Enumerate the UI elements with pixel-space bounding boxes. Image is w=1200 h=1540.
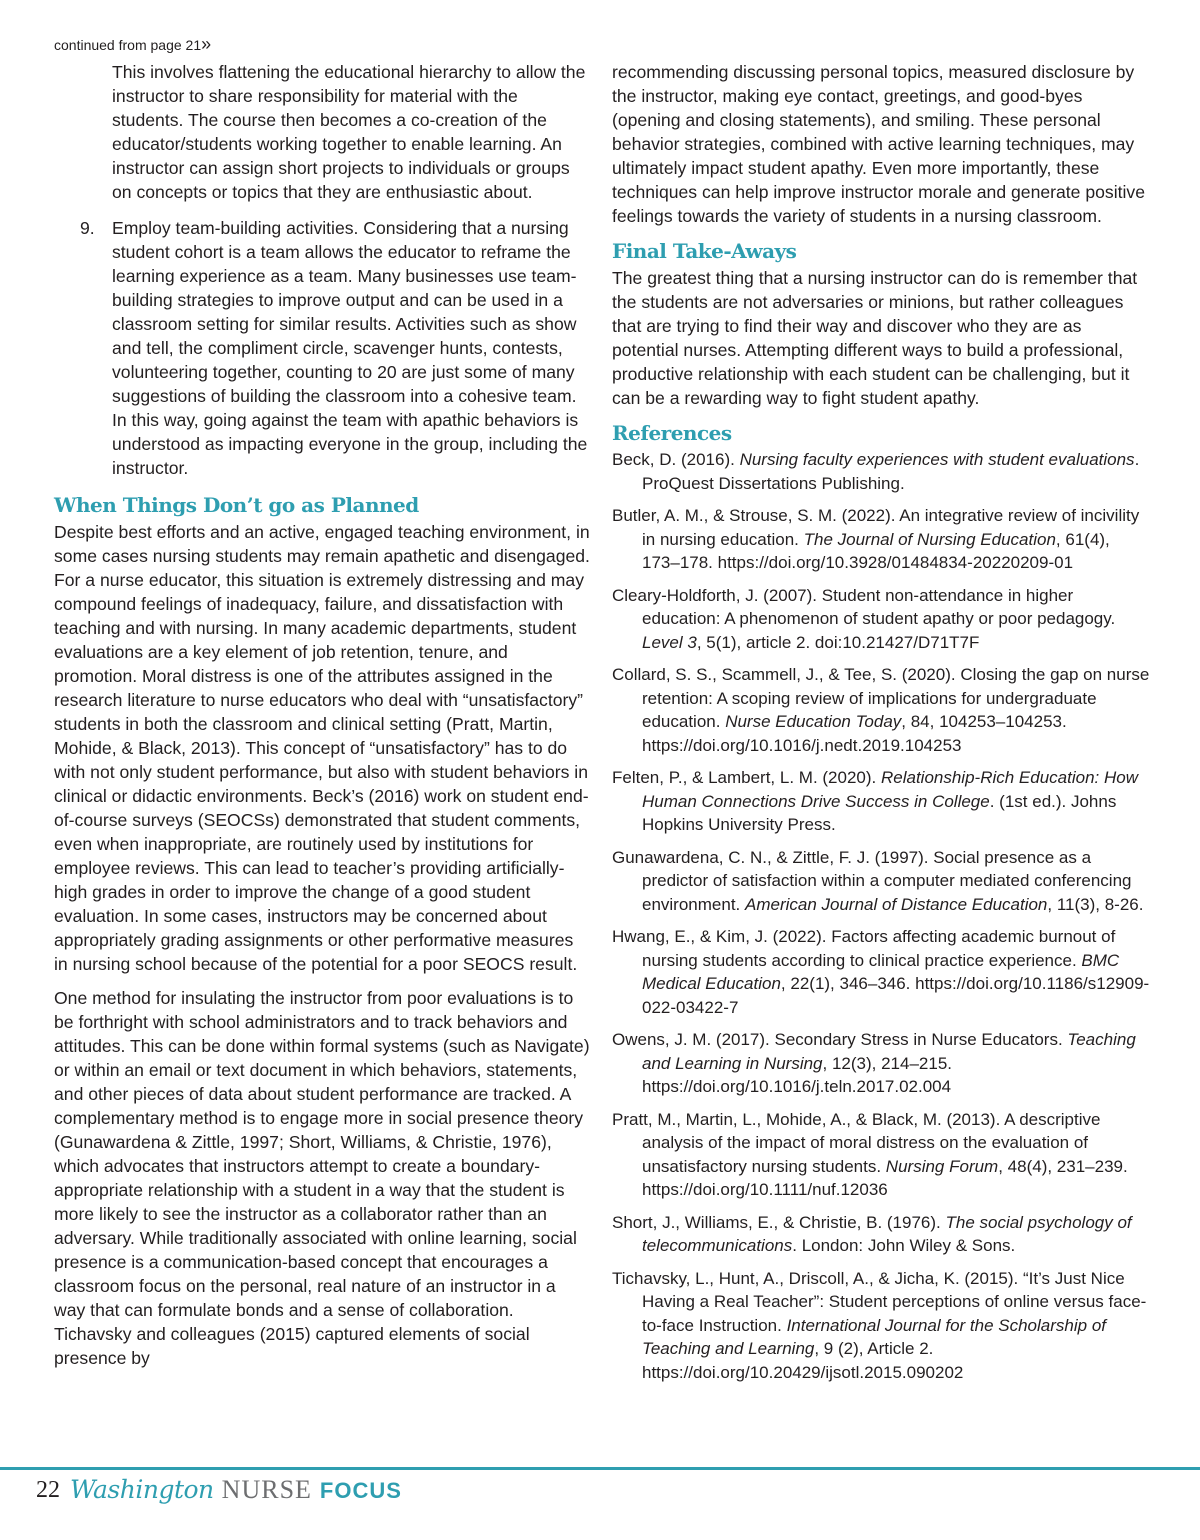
logo-nurse: NURSE	[221, 1475, 312, 1504]
continued-arrow-icon: »	[201, 34, 212, 54]
reference-item: Butler, A. M., & Strouse, S. M. (2022). An integrative review of incivility in nursing education. The Journal of Nursing Education, 61(4), 173–178. https://doi.org/10.3928/01484834-20220209-01	[612, 506, 1140, 572]
section-heading-references: References	[612, 421, 732, 445]
reference-item: Hwang, E., & Kim, J. (2022). Factors affecting academic burnout of nursing students according to clinical practice experience. BMC Medical Education, 22(1), 346–346. https://doi.org/10.1186/s12909-022-03422-7	[612, 927, 1150, 1017]
paragraph: The greatest thing that a nursing instructor can do is remember that the students are not adversaries or minions, but rather colleagues that are trying to find their way and discover who they are as potential nurses. Attempting different ways to build a professional, productive relationship with each student can be challenging, but it can be a rewarding way to fight student apathy.	[612, 268, 1138, 408]
section-heading-planned: When Things Don’t go as Planned	[54, 493, 419, 517]
reference-item: Owens, J. M. (2017). Secondary Stress in Nurse Educators. Teaching and Learning in Nursing, 12(3), 214–215. https://doi.org/10.1016/j.teln.2017.02.004	[612, 1030, 1136, 1096]
reference-item: Gunawardena, C. N., & Zittle, F. J. (1997). Social presence as a predictor of satisfaction within a computer mediated conferencing environment. American Journal of Distance Education, 11(3), 8-26.	[612, 847, 1144, 914]
reference-item: Tichavsky, L., Hunt, A., Driscoll, A., & Jicha, K. (2015). “It’s Just Nice Having a Real Teacher”: Student perceptions of online versus face-to-face Instruction. International Journal for the Scholarship of Teaching and Learning, 9 (2), Article 2. https://doi.org/10.20429/ijsotl.2015.090202	[612, 1268, 1147, 1382]
paragraph-continued: recommending discussing personal topics, measured disclosure by the instructor, making eye contact, greetings, and good-byes (opening and closing statements), and smiling. These personal behavior strategies, combined with active learning techniques, may ultimately impact student apathy. Even more importantly, these techniques can help improve instructor morale and generate positive feelings towards the variety of students in a nursing classroom.	[612, 62, 1146, 226]
reference-item: Beck, D. (2016). Nursing faculty experiences with student evaluations. ProQuest Dissertations Publishing.	[612, 450, 1140, 493]
publication-logo	[70, 1475, 402, 1505]
list-item-text: Employ team-building activities. Considering that a nursing student cohort is a team allows the educator to reframe the learning experience as a team. Many businesses use team-building strategies to improve output and can be used in a classroom setting for similar results. Activities such as show and tell, the compliment circle, scavenger hunts, contests, volunteering together, counting to 20 are just some of many suggestions of building the classroom into a cohesive team. In this way, going against the team with apathic behaviors is understood as impacting everyone in the group, including the instructor.	[112, 218, 588, 478]
reference-list	[612, 448, 1152, 1384]
left-column	[54, 60, 590, 1380]
reference-item: Pratt, M., Martin, L., Mohide, A., & Black, M. (2013). A descriptive analysis of the impact of moral distress on the evaluation of unsatisfactory nursing students. Nursing Forum, 48(4), 231–239. https://doi.org/10.1111/nuf.12036	[612, 1109, 1128, 1199]
paragraph: One method for insulating the instructor from poor evaluations is to be forthright with school administrators and to track behaviors and attitudes. This can be done within formal systems (such as Navigate) or within an email or text document in which behaviors, statements, and other pieces of data about student performance are tracked. A complementary method is to engage more in social presence theory (Gunawardena & Zittle, 1997; Short, Williams, & Christie, 1976), which advocates that instructors attempt to create a boundary-appropriate relationship with a student in a way that the student is more likely to see the instructor as a collaborator rather than an adversary. While traditionally associated with online learning, social presence is a communication-based concept that encourages a classroom focus on the personal, real nature of an instructor in a way that can formulate bonds and a sense of collaboration. Tichavsky and colleagues (2015) captured elements of social presence by	[54, 988, 590, 1368]
right-column	[612, 60, 1152, 1393]
list-item-number: 9.	[80, 218, 95, 238]
reference-item: Collard, S. S., Scammell, J., & Tee, S. (2020). Closing the gap on nurse retention: A scoping review of implications for undergraduate education. Nurse Education Today, 84, 104253–104253. https://doi.org/10.1016/j.nedt.2019.104253	[612, 665, 1150, 755]
logo-washington: Washington	[70, 1475, 214, 1504]
reference-item: Short, J., Williams, E., & Christie, B. (1976). The social psychology of telecommunications. London: John Wiley & Sons.	[612, 1212, 1132, 1255]
continued-label: continued from page 21	[54, 37, 202, 53]
reference-item: Felten, P., & Lambert, L. M. (2020). Relationship-Rich Education: How Human Connections Drive Success in College. (1st ed.). Johns Hopkins University Press.	[612, 768, 1139, 834]
continued-from-note	[54, 34, 211, 55]
page-number: 22	[36, 1476, 60, 1503]
reference-item: Cleary-Holdforth, J. (2007). Student non-attendance in higher education: A phenomenon of student apathy or poor pedagogy. Level 3, 5(1), article 2. doi:10.21427/D71T7F	[612, 585, 1116, 652]
list-item-8-continued: This involves flattening the educational hierarchy to allow the instructor to share responsibility for material with the students. The course then becomes a co-creation of the educator/students working together to enable learning. An instructor can assign short projects to individuals or groups on concepts or topics that they are enthusiastic about.	[112, 62, 586, 202]
page-footer	[36, 1470, 402, 1510]
logo-focus: FOCUS	[319, 1478, 402, 1503]
section-heading-final-take-aways: Final Take-Aways	[612, 239, 797, 263]
paragraph: Despite best efforts and an active, engaged teaching environment, in some cases nursing students may remain apathetic and disengaged. For a nurse educator, this situation is extremely distressing and may compound feelings of inadequacy, failure, and dissatisfaction with teaching and with nursing. In many academic departments, student evaluations are a key element of job retention, tenure, and promotion. Moral distress is one of the attributes assigned in the research literature to nurse educators who deal with “unsatisfactory” students in both the classroom and clinical setting (Pratt, Martin, Mohide, & Black, 2013). This concept of “unsatisfactory” has to do with not only student performance, but also with student behaviors in clinical or didactic environments. Beck’s (2016) work on student end-of-course surveys (SEOCSs) demonstrated that student comments, even when inappropriate, are routinely used by institutions for employee reviews. This can lead to teacher’s providing artificially-high grades in order to improve the change of a good student evaluation. In some cases, instructors may be concerned about appropriately grading assignments or other performative measures in nursing school because of the potential for a poor SEOCS result.	[54, 522, 590, 974]
list-item-9	[80, 216, 590, 480]
